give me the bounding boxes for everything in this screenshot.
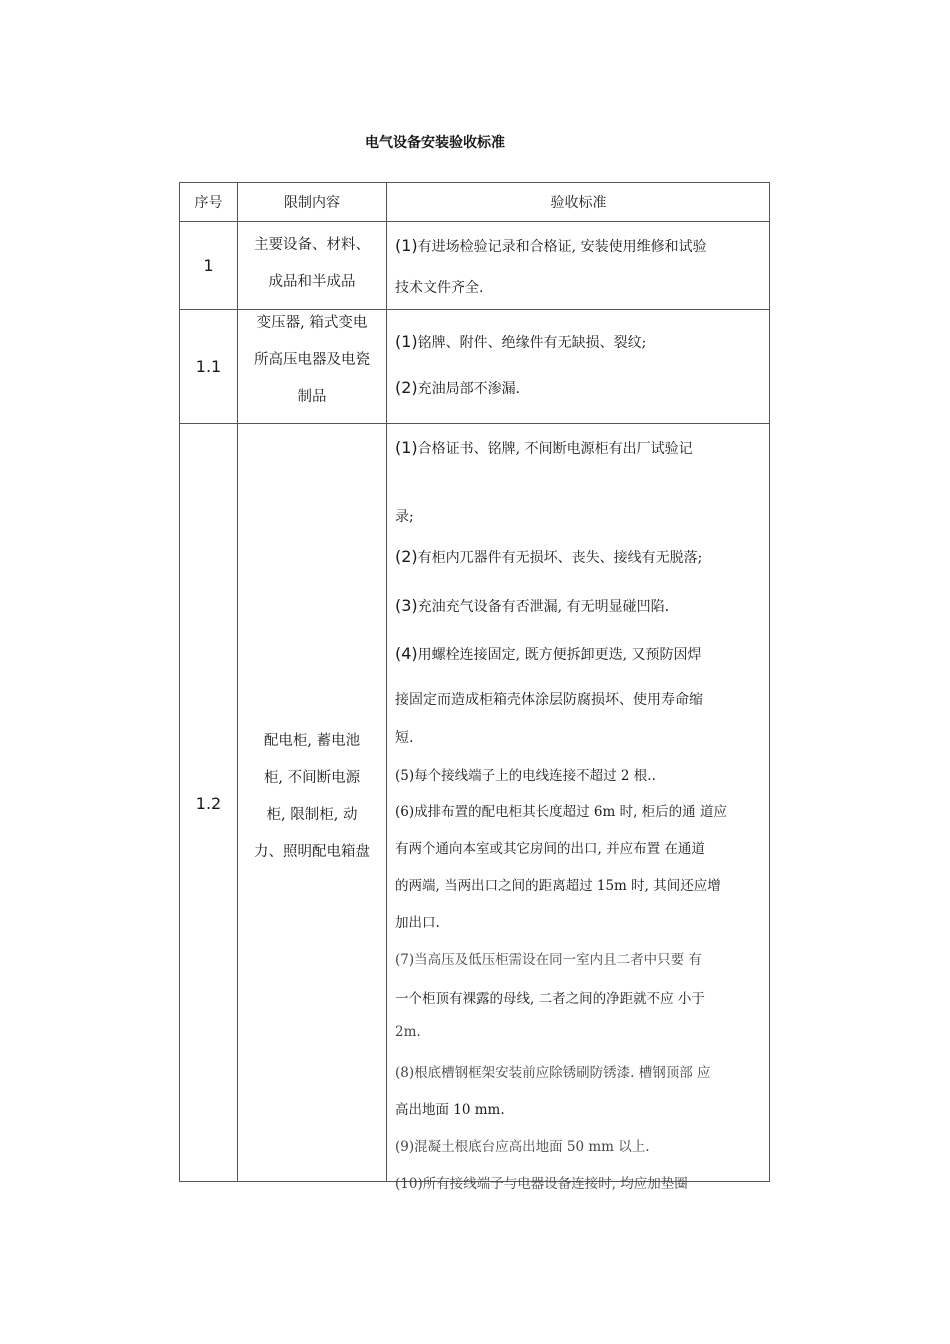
standard-line (395, 837, 766, 857)
standard-line (395, 727, 766, 747)
item-index: (2) (395, 547, 418, 566)
standard-line (395, 1098, 766, 1118)
standard-line (395, 948, 766, 968)
content-line: 所高压电器及电瓷 (254, 352, 370, 368)
standard-line (395, 277, 766, 297)
header-no: 序号 (194, 195, 223, 211)
header-standard: 验收标准 (550, 195, 607, 211)
item-text: 高出地面 10 mm. (395, 1102, 505, 1118)
row-1-content (238, 227, 386, 301)
item-text: 接固定而造成柜箱壳体涂层防腐损坏、使用寿命缩 (395, 692, 703, 708)
item-text: 有进场检验记录和合格证, 安装使用维修和试验 (417, 239, 707, 255)
standard-line (395, 874, 766, 894)
standard-line (395, 1172, 766, 1192)
content-line: 主要设备、材料、 (254, 237, 370, 253)
item-text: 技术文件齐全. (395, 280, 484, 296)
row-1-2-content (238, 723, 386, 871)
item-index: (1) (395, 438, 418, 457)
item-text: 充油充气设备有否泄漏, 有无明显碰凹陷. (417, 599, 670, 615)
item-index: (1) (395, 236, 418, 255)
item-text: 充油局部不渗漏. (417, 381, 521, 397)
row-1-2-no: 1.2 (195, 793, 222, 813)
standard-line (395, 506, 766, 526)
row-1-standard (387, 222, 770, 309)
item-text: (8)根底槽钢框架安装前应除锈刷防锈漆. 槽钢顶部 应 (395, 1065, 711, 1081)
item-text: 铭牌、附件、绝缘件有无缺损、裂纹; (417, 335, 647, 351)
standard-line (395, 547, 766, 567)
acceptance-standard-table (179, 182, 770, 1192)
item-text: 2m. (395, 1024, 421, 1040)
standard-line (395, 800, 766, 820)
item-text: 录; (395, 509, 414, 525)
content-line: 柜, 不间断电源 (263, 770, 361, 786)
standard-line (395, 236, 766, 256)
standard-line (395, 332, 766, 352)
item-text: 的两端, 当两出口之间的距离超过 15m 时, 其间还应增 (395, 878, 721, 894)
standard-line (395, 1024, 766, 1040)
row-1-1-no: 1.1 (195, 357, 222, 376)
standard-line (395, 596, 766, 616)
content-line: 配电柜, 蓄电池 (263, 733, 361, 749)
standard-line (395, 911, 766, 931)
content-line: 力、照明配电箱盘 (254, 844, 370, 860)
item-text: 短. (395, 730, 414, 746)
item-text: (9)混凝土根底台应高出地面 50 mm 以上. (395, 1139, 650, 1155)
content-line: 柜, 限制柜, 动 (266, 807, 358, 823)
item-text: 有两个通向本室或其它房间的出口, 并应布置 在通道 (395, 841, 705, 857)
item-text: 用螺栓连接固定, 既方便拆卸更迭, 又预防因焊 (417, 647, 702, 663)
document-title: 电气设备安装验收标准 (365, 135, 505, 151)
item-index: (4) (395, 644, 418, 663)
standard-line (395, 987, 766, 1007)
content-line: 成品和半成品 (268, 274, 356, 290)
content-line: 变压器, 箱式变电 (256, 315, 368, 331)
item-index: (1) (395, 332, 418, 351)
item-text: (5)每个接线端子上的电线连接不超过 2 根.. (395, 768, 656, 784)
standard-line (395, 438, 766, 458)
item-index: (3) (395, 596, 418, 615)
standard-line (395, 1061, 766, 1081)
row-1-no: 1 (203, 256, 214, 275)
item-text: (6)成排布置的配电柜其长度超过 6m 时, 柜后的通 道应 (395, 804, 727, 820)
item-text: (10)所有接线端子与电器设备连接时, 均应加垫圈 (395, 1176, 688, 1192)
standard-line (395, 1135, 766, 1155)
item-text: 合格证书、铭牌, 不间断电源柜有出厂试验记 (417, 441, 693, 457)
row-1-1-content (238, 305, 386, 416)
item-text: 加出口. (395, 915, 440, 931)
header-content: 限制内容 (284, 195, 340, 211)
content-line: 制品 (297, 389, 327, 405)
standard-line (395, 689, 766, 709)
standard-line (395, 378, 766, 398)
standard-line (395, 764, 766, 784)
item-text: 一个柜顶有裸露的母线, 二者之间的净距就不应 小于 (395, 991, 705, 1007)
item-text: (7)当高压及低压柜需设在同一室内且二者中只要 有 (395, 952, 702, 968)
standard-line (395, 644, 766, 664)
item-index: (2) (395, 378, 418, 397)
item-text: 有柜内兀器件有无损坏、丧失、接线有无脱落; (417, 550, 703, 566)
row-1-2-standard (387, 424, 770, 1192)
row-1-1-standard (387, 310, 770, 423)
